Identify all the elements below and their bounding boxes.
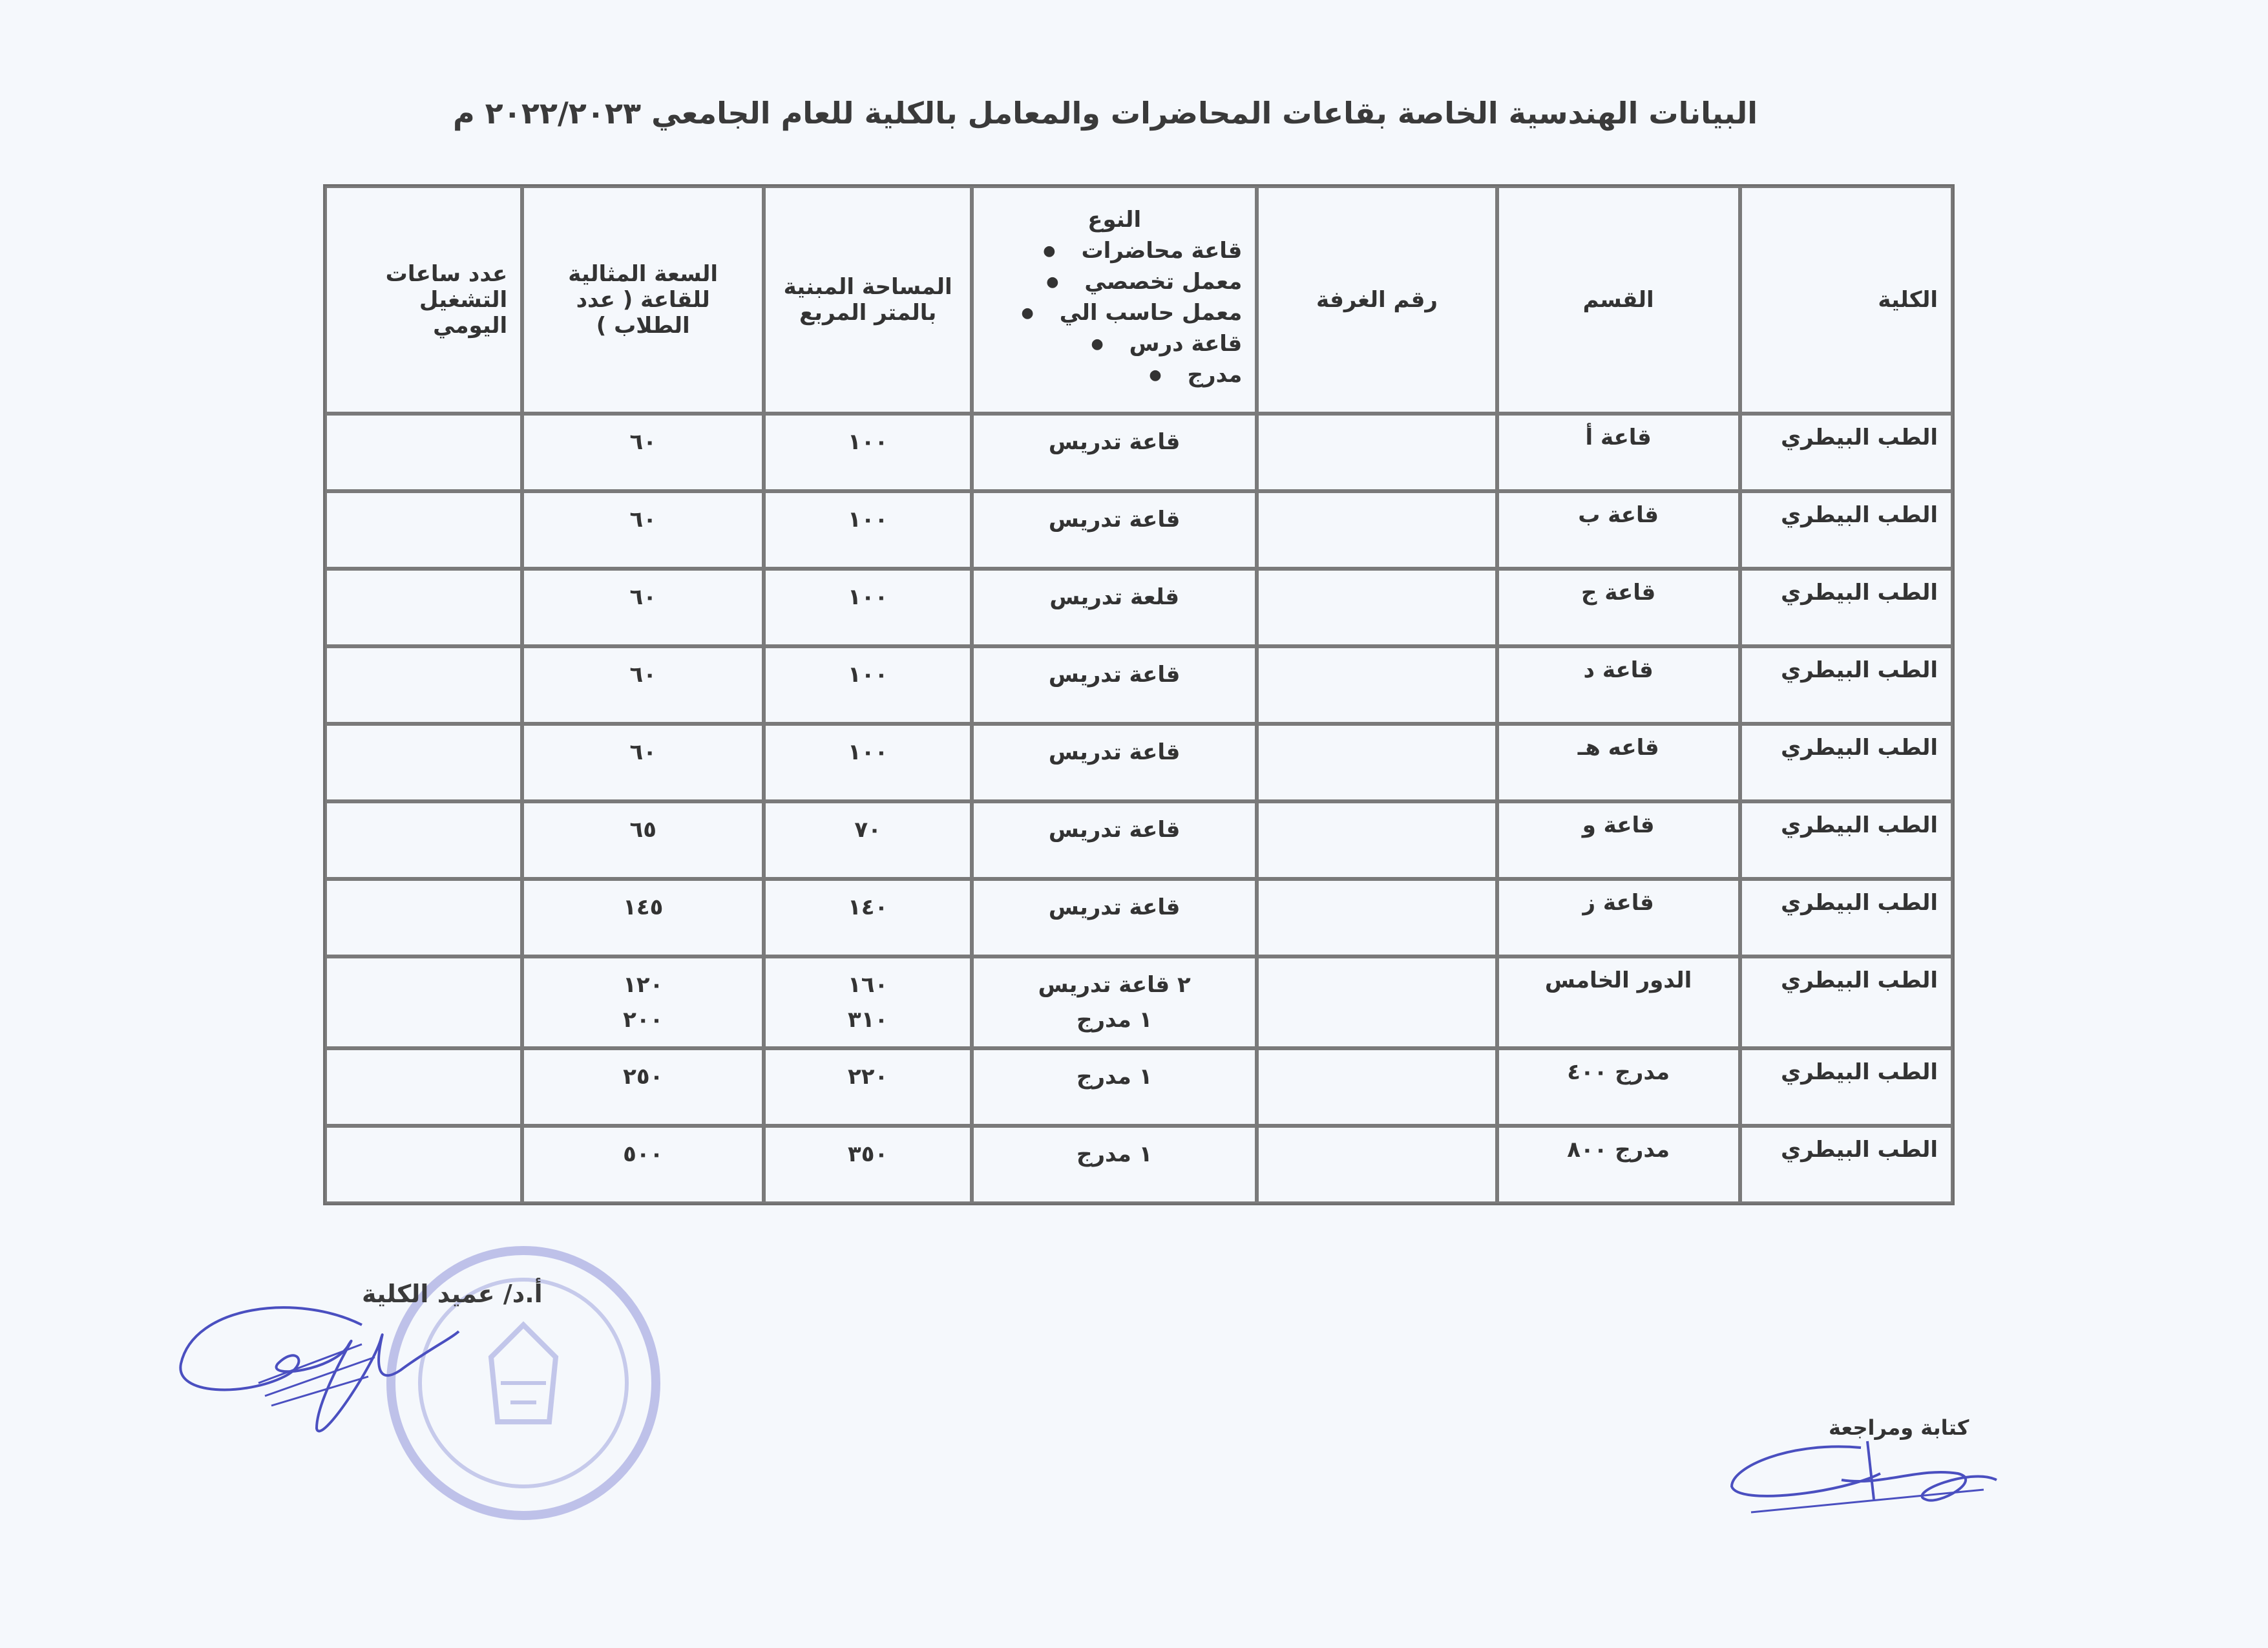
cell-type (972, 879, 1257, 956)
bullet-icon: ● (1091, 335, 1104, 352)
cell-type (972, 569, 1257, 646)
cell-department: قاعة ز (1497, 879, 1740, 956)
cell-room-number (1257, 879, 1496, 956)
cell-type-line: قاعة تدريس (1048, 662, 1181, 688)
cell-room-number (1257, 1126, 1496, 1203)
cell-type (972, 1126, 1257, 1203)
cell-capacity-line: ٦٠ (629, 662, 656, 688)
table-row (325, 491, 1953, 569)
cell-hours (325, 724, 522, 801)
cell-college: الطب البيطري (1740, 879, 1953, 956)
cell-college: الطب البيطري (1740, 646, 1953, 724)
rooms-table (323, 184, 1955, 1205)
cell-capacity-line: ٦٥ (629, 817, 656, 843)
header-department: القسم (1497, 186, 1740, 414)
type-option (987, 269, 1242, 295)
cell-hours (325, 801, 522, 879)
cell-type-line: ٢ قاعة تدريس (1038, 972, 1191, 998)
cell-type-line: ١ مدرج (1076, 1064, 1153, 1090)
cell-department: قاعة أ (1497, 414, 1740, 491)
cell-capacity (522, 956, 764, 1048)
cell-area-line: ١٠٠ (847, 429, 888, 455)
cell-capacity (522, 879, 764, 956)
cell-type (972, 801, 1257, 879)
table-row (325, 801, 1953, 879)
cell-hours (325, 414, 522, 491)
cell-area-line: ١٠٠ (847, 507, 888, 533)
cell-department: قاعة ج (1497, 569, 1740, 646)
type-option (987, 362, 1242, 388)
cell-capacity-line: ٢٠٠ (623, 1007, 664, 1033)
type-option-label: مدرج (1187, 362, 1243, 388)
header-type-title: النوع (1087, 207, 1142, 233)
cell-capacity (522, 1126, 764, 1203)
cell-type-line: ١ مدرج (1076, 1007, 1153, 1033)
cell-type-line: قاعة تدريس (1048, 817, 1181, 843)
cell-area (764, 569, 972, 646)
cell-capacity-line: ٦٠ (629, 507, 656, 533)
cell-college: الطب البيطري (1740, 1048, 1953, 1126)
cell-hours (325, 569, 522, 646)
bullet-icon: ● (1043, 242, 1056, 259)
cell-college: الطب البيطري (1740, 491, 1953, 569)
cell-capacity (522, 491, 764, 569)
cell-area (764, 414, 972, 491)
cell-area-line: ٢٢٠ (847, 1064, 888, 1090)
table-body (325, 414, 1953, 1203)
cell-capacity (522, 724, 764, 801)
cell-area (764, 646, 972, 724)
cell-room-number (1257, 956, 1496, 1048)
table-row (325, 956, 1953, 1048)
cell-type (972, 646, 1257, 724)
cell-area (764, 1126, 972, 1203)
cell-area-line: ٣٥٠ (847, 1141, 888, 1167)
cell-area (764, 801, 972, 879)
cell-department: مدرج ٤٠٠ (1497, 1048, 1740, 1126)
cell-hours (325, 956, 522, 1048)
cell-department: قاعة و (1497, 801, 1740, 879)
dean-signature-label: أ.د/ عميد الكلية (362, 1280, 543, 1308)
cell-area-line: ٣١٠ (847, 1007, 888, 1033)
header-type (972, 186, 1257, 414)
cell-hours (325, 879, 522, 956)
cell-type (972, 724, 1257, 801)
cell-capacity (522, 569, 764, 646)
cell-college: الطب البيطري (1740, 801, 1953, 879)
reviewer-signature-icon (1712, 1428, 2022, 1532)
header-room-number: رقم الغرفة (1257, 186, 1496, 414)
type-option-label: قاعة درس (1129, 331, 1243, 357)
cell-area-line: ١٠٠ (847, 739, 888, 765)
cell-type-line: قاعة تدريس (1048, 429, 1181, 455)
cell-area (764, 724, 972, 801)
cell-capacity (522, 1048, 764, 1126)
cell-type-line: ١ مدرج (1076, 1141, 1153, 1167)
cell-capacity-line: ٥٠٠ (623, 1141, 664, 1167)
cell-room-number (1257, 646, 1496, 724)
type-option (987, 238, 1242, 264)
cell-hours (325, 491, 522, 569)
page-title: البيانات الهندسية الخاصة بقاعات المحاضرات والمعامل بالكلية للعام الجامعي ٢٠٢٢/٢٠٢٣ م (452, 96, 1758, 131)
cell-college: الطب البيطري (1740, 1126, 1953, 1203)
header-area: المساحة المبنية بالمتر المربع (764, 186, 972, 414)
cell-type-line: قاعة تدريس (1048, 894, 1181, 920)
review-label: كتابة ومراجعة (1829, 1415, 1969, 1440)
type-option-label: معمل حاسب الي (1059, 300, 1243, 326)
cell-area (764, 879, 972, 956)
table-row (325, 879, 1953, 956)
cell-hours (325, 646, 522, 724)
type-option (987, 331, 1242, 357)
type-option (987, 300, 1242, 326)
cell-hours (325, 1126, 522, 1203)
cell-area (764, 491, 972, 569)
cell-department: قاعة ب (1497, 491, 1740, 569)
table-row (325, 414, 1953, 491)
table-row (325, 1126, 1953, 1203)
table-row (325, 569, 1953, 646)
cell-college: الطب البيطري (1740, 569, 1953, 646)
table-row (325, 1048, 1953, 1126)
bullet-icon: ● (1021, 304, 1034, 321)
cell-room-number (1257, 569, 1496, 646)
cell-capacity (522, 646, 764, 724)
cell-room-number (1257, 491, 1496, 569)
cell-capacity (522, 414, 764, 491)
type-option-label: قاعة محاضرات (1081, 238, 1243, 264)
cell-college: الطب البيطري (1740, 956, 1953, 1048)
header-capacity: السعة المثالية للقاعة ( عدد الطلاب ) (522, 186, 764, 414)
table-row (325, 646, 1953, 724)
header-hours: عدد ساعات التشغيل اليومي (325, 186, 522, 414)
cell-type (972, 1048, 1257, 1126)
cell-department: مدرج ٨٠٠ (1497, 1126, 1740, 1203)
cell-type (972, 956, 1257, 1048)
cell-room-number (1257, 1048, 1496, 1126)
header-college: الكلية (1740, 186, 1953, 414)
cell-capacity-line: ٦٠ (629, 584, 656, 610)
bullet-icon: ● (1149, 366, 1162, 383)
cell-area (764, 956, 972, 1048)
type-options-list (987, 238, 1242, 388)
type-option-label: معمل تخصصي (1084, 269, 1243, 295)
cell-type (972, 491, 1257, 569)
cell-department: قاعة د (1497, 646, 1740, 724)
cell-type (972, 414, 1257, 491)
cell-area-line: ٧٠ (854, 817, 881, 843)
bullet-icon: ● (1046, 273, 1059, 290)
cell-type-line: قاعة تدريس (1048, 739, 1181, 765)
cell-department: قاعه هـ (1497, 724, 1740, 801)
cell-type-line: قلعة تدريس (1049, 584, 1179, 610)
cell-capacity-line: ١٢٠ (623, 972, 664, 998)
table-header-row (325, 186, 1953, 414)
cell-capacity-line: ١٤٥ (623, 894, 664, 920)
cell-capacity-line: ٢٥٠ (623, 1064, 664, 1090)
cell-capacity (522, 801, 764, 879)
table-row (325, 724, 1953, 801)
cell-area-line: ١٤٠ (847, 894, 888, 920)
cell-room-number (1257, 724, 1496, 801)
cell-room-number (1257, 414, 1496, 491)
cell-department: الدور الخامس (1497, 956, 1740, 1048)
cell-area-line: ١٦٠ (847, 972, 888, 998)
cell-area-line: ١٠٠ (847, 584, 888, 610)
cell-college: الطب البيطري (1740, 414, 1953, 491)
cell-type-line: قاعة تدريس (1048, 507, 1181, 533)
cell-area (764, 1048, 972, 1126)
cell-area-line: ١٠٠ (847, 662, 888, 688)
cell-college: الطب البيطري (1740, 724, 1953, 801)
cell-capacity-line: ٦٠ (629, 739, 656, 765)
cell-room-number (1257, 801, 1496, 879)
cell-capacity-line: ٦٠ (629, 429, 656, 455)
cell-hours (325, 1048, 522, 1126)
